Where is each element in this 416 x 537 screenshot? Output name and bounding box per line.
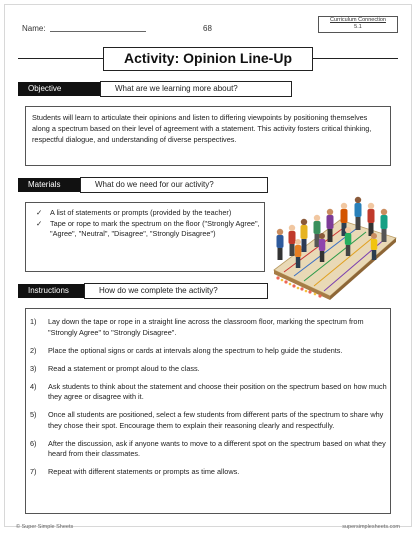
materials-list [36,208,260,240]
footer-copyright: © Super Simple Sheets [16,524,74,530]
checkmark-icon: ✓ [36,218,43,228]
step-text: Place the optional signs or cards at intervals along the spectrum to help guide the students. [48,345,343,355]
list-item [30,439,390,460]
list-item [30,410,390,431]
objective-label: Objective [18,82,108,96]
step-number: 3) [30,363,37,373]
name-label: Name: [22,24,46,33]
step-text: Once all students are positioned, select a few students from different parts of the spectrum to share why they chose their spot. Encourage them to explain their reasoning clearly and respectfully. [48,410,384,430]
list-item [30,467,390,478]
materials-question: What do we need for our activity? [80,177,268,193]
materials-label: Materials [18,178,86,192]
footer-website[interactable]: supersimplesheets.com [342,524,400,530]
step-text: Read a statement or prompt aloud to the class. [48,363,200,373]
step-number: 5) [30,410,37,419]
checkmark-icon: ✓ [36,208,43,217]
step-text: Lay down the tape or rope in a straight line across the classroom floor, marking the spectrum from "Strongly Agree" to "Strongly Disagree". [48,317,364,337]
step-number: 7) [30,467,37,476]
instructions-question: How do we complete the activity? [84,283,268,299]
list-item [36,208,260,219]
step-text: After the discussion, ask if anyone wants to move to a different spot on the spectrum based on what they heard from their classmates. [48,438,386,458]
list-item [30,346,390,357]
list-item [30,364,390,375]
step-text: Repeat with different statements or prompts as time allows. [48,467,240,476]
objective-text: Students will learn to articulate their opinions and listen to differing viewpoints by positioning themselves along a spectrum based on their level of agreement with a statement. This activity fosters critical thinking, respectful dialogue, and understanding of diverse perspectives. [32,113,372,144]
step-text: Ask students to think about the statement and choose their position on the spectrum based on how much they agree or disagree with it. [48,381,387,401]
page-title: Activity: Opinion Line-Up [103,47,313,71]
students-spectrum-illustration [270,178,398,302]
name-line[interactable] [50,24,146,32]
step-number: 4) [30,381,37,391]
list-item [30,317,390,338]
instructions-list [30,317,390,485]
list-item [30,382,390,403]
objective-question: What are we learning more about? [100,81,292,97]
step-number: 6) [30,438,37,448]
curriculum-connection-code: 5.1 [354,24,362,30]
step-number: 1) [30,317,37,326]
page-number: 68 [203,24,212,33]
curriculum-connection-title: Curriculum Connection [330,17,386,23]
curriculum-connection-box [318,16,398,33]
list-item [36,219,260,240]
step-number: 2) [30,345,37,355]
instructions-label: Instructions [18,284,92,298]
name-field[interactable] [22,24,146,33]
materials-item: Tape or rope to mark the spectrum on the floor ("Strongly Agree", "Agree", "Neutral", "Disagree", "Strongly Disagree") [50,218,260,238]
materials-item: A list of statements or prompts (provided by the teacher) [50,208,232,217]
